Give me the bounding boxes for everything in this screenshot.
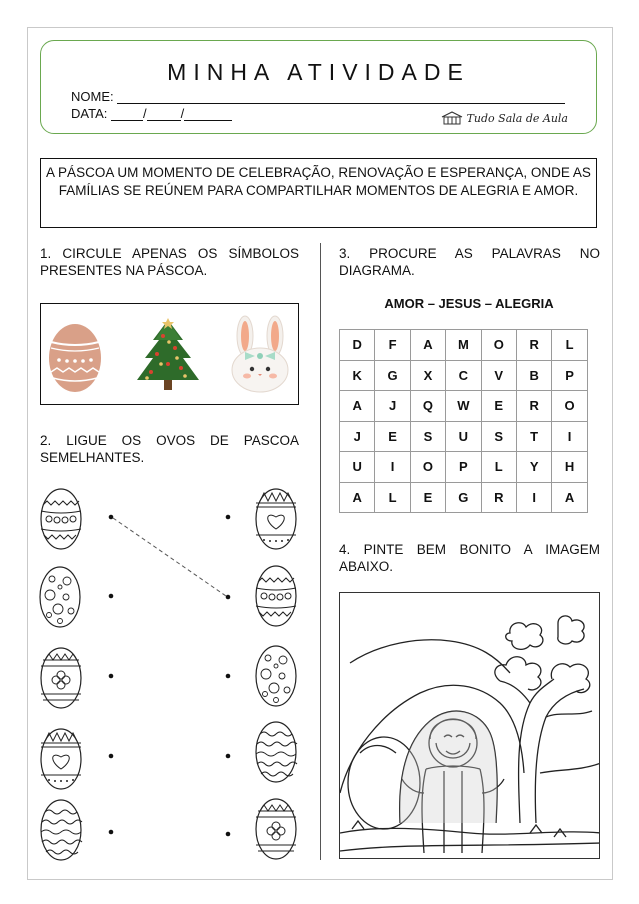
question-3-line2: DIAGRAMA. (339, 263, 415, 278)
right-dot-5[interactable] (226, 832, 231, 837)
question-2-line1: 2. LIGUE OS OVOS DE PASCOA (40, 433, 299, 448)
grid-cell[interactable]: A (340, 482, 375, 513)
name-label: NOME: (71, 89, 114, 104)
date-field[interactable]: DATA: / / (71, 106, 232, 121)
question-3-line1: 3. PROCURE AS PALAVRAS NO (339, 246, 600, 261)
grid-cell[interactable]: S (410, 421, 445, 452)
grid-cell[interactable]: O (481, 330, 516, 361)
grid-cell[interactable]: F (375, 330, 410, 361)
right-egg-single-flower[interactable] (256, 799, 296, 859)
grid-cell[interactable]: K (340, 360, 375, 391)
grid-row (340, 482, 588, 513)
grid-cell[interactable]: A (410, 330, 445, 361)
brand-text: Tudo Sala de Aula (466, 111, 568, 125)
right-dot-1[interactable] (226, 515, 231, 520)
question-4-line2: ABAIXO. (339, 559, 394, 574)
right-egg-zigzag[interactable] (256, 566, 296, 626)
left-dot-1[interactable] (109, 515, 114, 520)
grid-cell[interactable]: S (481, 421, 516, 452)
right-egg-flowers[interactable] (256, 646, 296, 706)
grid-row (340, 421, 588, 452)
intro-text: A PÁSCOA UM MOMENTO DE CELEBRAÇÃO, RENOVAÇÃO E ESPERANÇA, ONDE AS FAMÍLIAS SE REÚNEM PARA COMPARTILHAR MOMENTOS DE ALEGRIA E AMOR. (46, 165, 591, 198)
grid-cell[interactable]: G (375, 360, 410, 391)
question-4 (339, 541, 600, 575)
left-egg-single-flower[interactable] (41, 648, 81, 708)
grid-cell[interactable]: X (410, 360, 445, 391)
left-egg-waves[interactable] (41, 800, 82, 860)
grid-cell[interactable]: R (516, 391, 551, 422)
word-search-grid (339, 329, 588, 513)
grid-cell[interactable]: A (340, 391, 375, 422)
left-egg-heart[interactable] (41, 729, 81, 789)
grid-row (340, 330, 588, 361)
grid-cell[interactable]: E (481, 391, 516, 422)
grid-cell[interactable]: G (446, 482, 481, 513)
left-dot-3[interactable] (109, 674, 114, 679)
example-connector-line (113, 518, 226, 596)
grid-cell[interactable]: I (375, 452, 410, 483)
grid-cell[interactable]: T (516, 421, 551, 452)
grid-cell[interactable]: J (375, 391, 410, 422)
grid-row (340, 391, 588, 422)
question-1-line2: PRESENTES NA PÁSCOA. (40, 263, 208, 278)
grid-cell[interactable]: U (340, 452, 375, 483)
grid-row (340, 360, 588, 391)
grid-cell[interactable]: R (481, 482, 516, 513)
left-egg-zigzag[interactable] (41, 489, 81, 549)
right-dot-3[interactable] (226, 674, 231, 679)
grid-cell[interactable]: O (552, 391, 587, 422)
grid-cell[interactable]: A (552, 482, 587, 513)
grid-cell[interactable]: R (516, 330, 551, 361)
jesus-tomb-coloring-image[interactable] (340, 593, 600, 859)
grid-cell[interactable]: L (552, 330, 587, 361)
grid-cell[interactable]: P (552, 360, 587, 391)
question-3 (339, 245, 600, 279)
left-egg-flowers[interactable] (40, 567, 80, 627)
page-title: MINHA ATIVIDADE (167, 59, 470, 85)
grid-cell[interactable]: D (340, 330, 375, 361)
grid-row (340, 452, 588, 483)
right-dot-4[interactable] (226, 754, 231, 759)
grid-cell[interactable]: I (552, 421, 587, 452)
grid-cell[interactable]: L (375, 482, 410, 513)
grid-cell[interactable]: V (481, 360, 516, 391)
question-4-line1: 4. PINTE BEM BONITO A IMAGEM (339, 542, 600, 557)
grid-cell[interactable]: E (375, 421, 410, 452)
grid-cell[interactable]: P (446, 452, 481, 483)
grid-cell[interactable]: B (516, 360, 551, 391)
left-dot-5[interactable] (109, 830, 114, 835)
grid-cell[interactable]: M (446, 330, 481, 361)
grid-cell[interactable]: W (446, 391, 481, 422)
grid-cell[interactable]: E (410, 482, 445, 513)
right-dot-2[interactable] (226, 595, 231, 600)
grid-cell[interactable]: O (410, 452, 445, 483)
grid-cell[interactable]: L (481, 452, 516, 483)
grid-cell[interactable]: U (446, 421, 481, 452)
left-dot-4[interactable] (109, 754, 114, 759)
right-egg-heart[interactable] (256, 489, 296, 549)
grid-cell[interactable]: I (516, 482, 551, 513)
left-dot-2[interactable] (109, 594, 114, 599)
question-2-line2: SEMELHANTES. (40, 450, 145, 465)
right-egg-waves[interactable] (256, 722, 297, 782)
grid-cell[interactable]: Q (410, 391, 445, 422)
grid-cell[interactable]: C (446, 360, 481, 391)
grid-cell[interactable]: J (340, 421, 375, 452)
coloring-image-box[interactable] (339, 592, 600, 859)
word-list: AMOR – JESUS – ALEGRIA (384, 296, 554, 311)
grid-cell[interactable]: Y (516, 452, 551, 483)
question-1-line1: 1. CIRCULE APENAS OS SÍMBOLOS (40, 246, 299, 261)
grid-cell[interactable]: H (552, 452, 587, 483)
date-label: DATA: (71, 106, 108, 121)
